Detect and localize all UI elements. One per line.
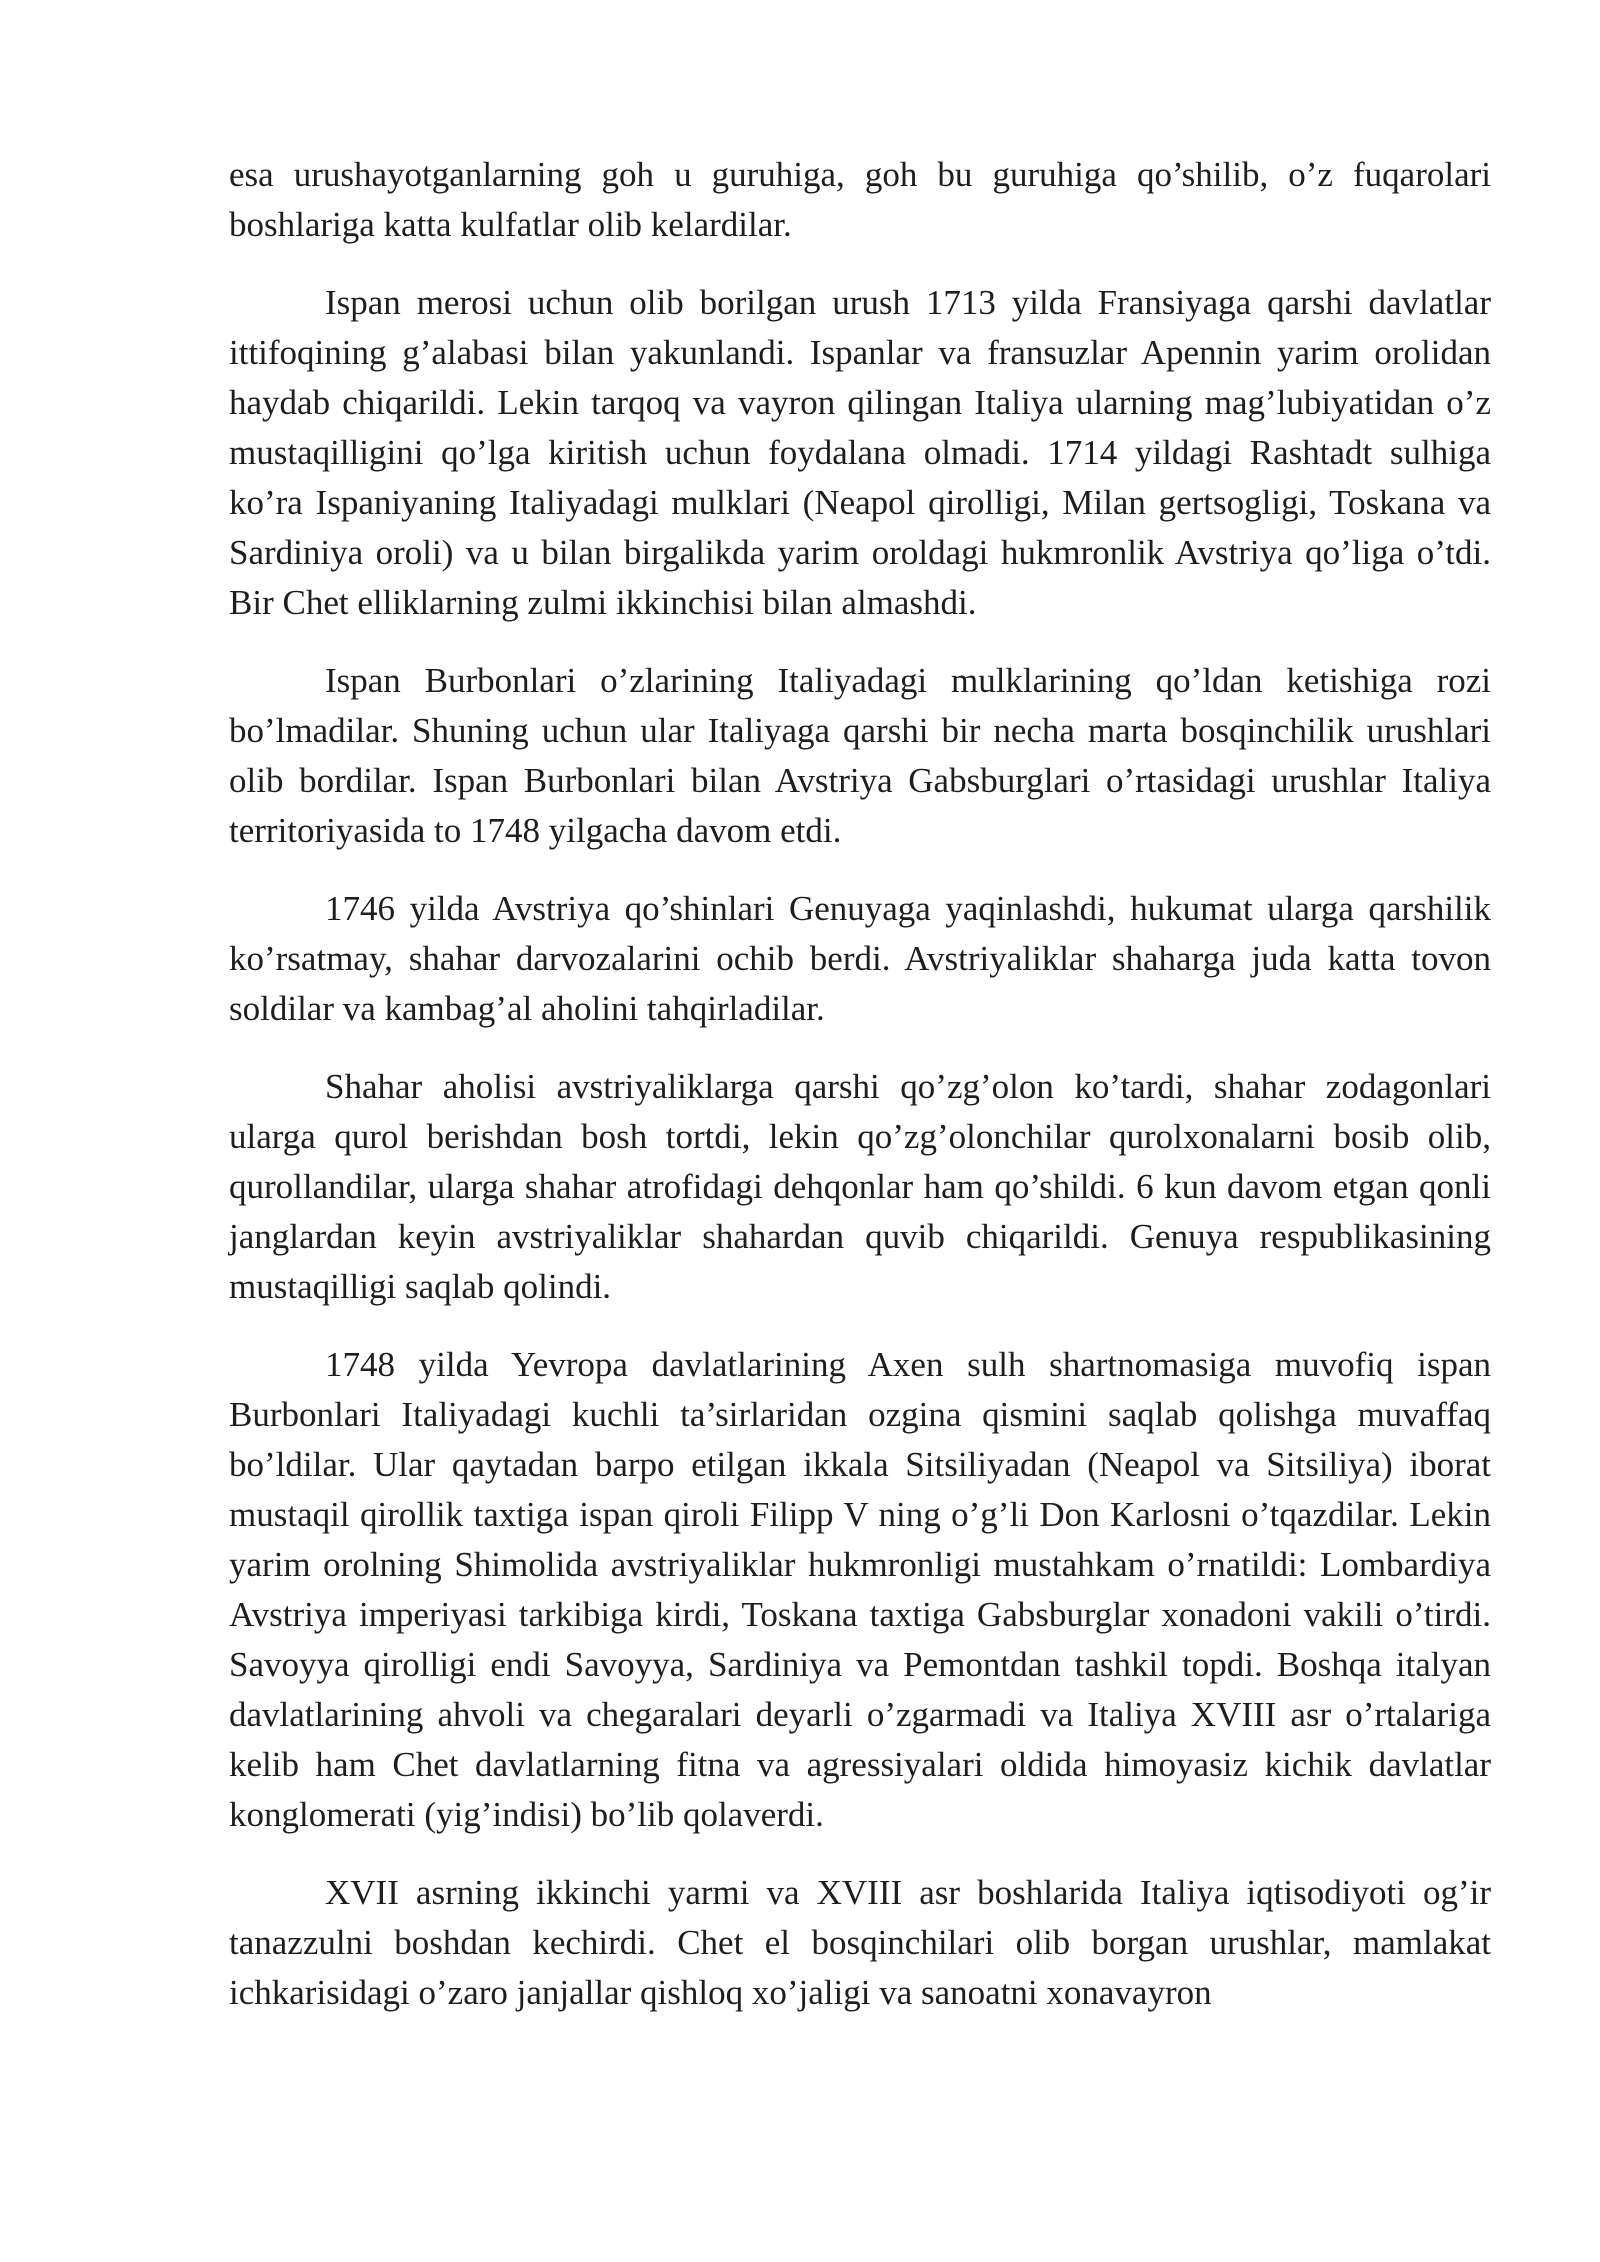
paragraph-economic-decline: XVII asrning ikkinchi yarmi va XVIII asr boshlarida Italiya iqtisodiyoti og’ir tanazzulni boshdan kechirdi. Chet el bosqinchilari olib borgan urushlar, mamlakat ichkarisidagi o’zaro janjallar qishloq xo’jaligi va sanoatni xonavayron [229,1873,1491,2012]
paragraph-genoa-1746: 1746 yilda Avstriya qo’shinlari Genuyaga yaqinlashdi, hukumat ularga qarshilik ko’rsatmay, shahar darvozalarini ochib berdi. Avstriyaliklar shaharga juda katta tovon soldilar va kambag’al aholini tahqirladilar. [229,889,1491,1028]
paragraph-spanish-succession-war: Ispan merosi uchun olib borilgan urush 1713 yilda Fransiyaga qarshi davlatlar ittifoqining g’alabasi bilan yakunlandi. Ispanlar va fransuzlar Apennin yarim orolidan haydab chiqarildi. Lekin tarqoq va vayron qilingan Italiya ularning mag’lubiyatidan o’z mustaqilligini qo’lga kiritish uchun foydalana olmadi. 1714 yildagi Rashtadt sulhiga ko’ra Ispaniyaning Italiyadagi mulklari (Neapol qirolligi, Milan gertsogligi, Toskana va Sardiniya oroli) va u bilan birgalikda yarim oroldagi hukmronlik Avstriya qo’liga o’tdi. Bir Chet elliklarning zulmi ikkinchisi bilan almashdi. [229,283,1491,622]
paragraph-aachen-treaty-1748: 1748 yilda Yevropa davlatlarining Axen sulh shartnomasiga muvofiq ispan Burbonlari Italiyadagi kuchli ta’sirlaridan ozgina qismini saqlab qolishga muvaffaq bo’ldilar. Ular qaytadan barpo etilgan ikkala Sitsiliyadan (Neapol va Sitsiliya) iborat mustaqil qirollik taxtiga ispan qiroli Filipp V ning o’g’li Don Karlosni o’tqazdilar. Lekin yarim orolning Shimolida avstriyaliklar hukmronligi mustahkam o’rnatildi: Lombardiya Avstriya imperiyasi tarkibiga kirdi, Toskana taxtiga Gabsburglar xonadoni vakili o’tirdi. Savoyya qirolligi endi Savoyya, Sardiniya va Pemontdan tashkil topdi. Boshqa italyan davlatlarining ahvoli va chegaralari deyarli o’zgarmadi va Italiya XVIII asr o’rtalariga kelib ham Chet davlatlarning fitna va agressiyalari oldida himoyasiz kichik davlatlar konglomerati (yig’indisi) bo’lib qolaverdi. [229,1345,1491,1834]
document-page [229,150,1491,2018]
paragraph-spanish-bourbons: Ispan Burbonlari o’zlarining Italiyadagi mulklarining qo’ldan ketishiga rozi bo’lmadilar. Shuning uchun ular Italiyaga qarshi bir necha marta bosqinchilik urushlari olib bordilar. Ispan Burbonlari bilan Avstriya Gabsburglari o’rtasidagi urushlar Italiya territoriyasida to 1748 yilgacha davom etdi. [229,661,1491,850]
paragraph-continuation: esa urushayotganlarning goh u guruhiga, goh bu guruhiga qo’shilib, o’z fuqarolari boshlariga katta kulfatlar olib kelardilar. [229,155,1491,244]
paragraph-genoa-uprising: Shahar aholisi avstriyaliklarga qarshi qo’zg’olon ko’tardi, shahar zodagonlari ularga qurol berishdan bosh tortdi, lekin qo’zg’olonchilar qurolxonalarni bosib olib, qurollandilar, ularga shahar atrofidagi dehqonlar ham qo’shildi. 6 kun davom etgan qonli janglardan keyin avstriyaliklar shahardan quvib chiqarildi. Genuya respublikasining mustaqilligi saqlab qolindi. [229,1067,1491,1306]
